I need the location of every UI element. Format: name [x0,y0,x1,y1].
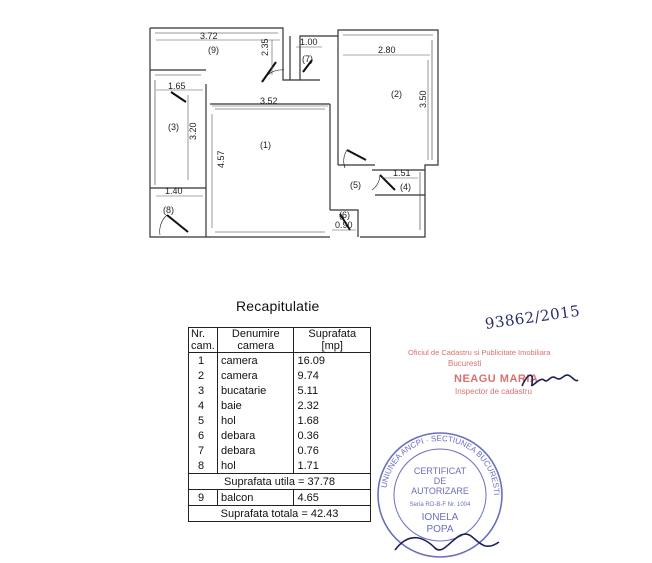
row-area: 1.68 [294,413,371,428]
handwritten-number: 93862/2015 [483,301,582,333]
row-nr: 4 [189,398,218,413]
stamp-ring-text: UNIUNEA ANCPI · SECTIUNEA BUCURESTI [379,433,502,496]
dim-label: 1.65 [168,81,186,91]
col-header-nr: Nr. cam. [189,328,218,353]
dim-label: 3.72 [200,31,218,41]
room-number: (4) [400,182,411,192]
ocpi-name: NEAGU MARIA [454,373,539,385]
grand-total: Suprafata totala = 42.43 [189,506,371,522]
row-nr: 2 [189,368,218,383]
dim-label: 1.51 [393,168,411,178]
ocpi-role: Inspector de cadastru [455,387,532,396]
dim-label: 3.50 [418,90,428,108]
dim-label: 3.52 [260,96,278,106]
useful-total-row [189,474,371,490]
stamp-text: DE [433,476,447,486]
table-row [189,398,371,413]
room-number: (1) [260,140,271,150]
signature [520,368,580,392]
row-name: bucatarie [218,383,294,398]
row-area: 9.74 [294,368,371,383]
stamp-text: Seria RO-B-F Nr. 1004 [409,502,471,508]
table-row [189,413,371,428]
stamp-text: AUTORIZARE [411,486,469,496]
row-nr: 6 [189,428,218,443]
row-name: camera [218,353,294,369]
row-name: balcon [218,490,294,506]
table-row [189,490,371,506]
table-row [189,353,371,369]
room-number: (7) [302,54,313,64]
row-nr: 5 [189,413,218,428]
dim-label: 2.80 [378,45,396,55]
signature [395,534,499,550]
certification-stamp [375,430,505,563]
col-header-area: Suprafata [mp] [294,328,371,353]
recap-title: Recapitulatie [236,298,320,314]
dim-label: 3.20 [188,122,198,140]
room-number: (9) [208,45,219,55]
row-area: 5.11 [294,383,371,398]
row-name: debara [218,428,294,443]
table-row [189,443,371,458]
row-name: camera [218,368,294,383]
room-number: (5) [350,180,361,190]
row-name: baie [218,398,294,413]
row-name: hol [218,458,294,474]
recap-table [188,327,371,522]
col-header-name: Denumire camera [218,328,294,353]
grand-total-row [189,506,371,522]
room-number: (3) [168,122,179,132]
row-area: 4.65 [294,490,371,506]
table-row [189,428,371,443]
table-row [189,383,371,398]
dim-label: 2.35 [260,38,270,56]
dim-label: 0.90 [335,220,353,230]
room-number: (6) [339,210,350,220]
row-area: 0.36 [294,428,371,443]
row-name: debara [218,443,294,458]
dim-label: 1.00 [300,37,318,47]
stamp-text: POPA [426,524,454,535]
row-nr: 8 [189,458,218,474]
table-row [189,458,371,474]
row-nr: 1 [189,353,218,369]
dim-label: 1.40 [165,186,183,196]
room-number: (2) [391,89,402,99]
row-area: 0.76 [294,443,371,458]
row-area: 2.32 [294,398,371,413]
room-number: (8) [163,205,174,215]
stamp-text: CERTIFICAT [413,466,467,476]
table-row [189,368,371,383]
row-area: 16.09 [294,353,371,369]
row-nr: 3 [189,383,218,398]
ocpi-line: Oficiul de Cadastru si Publicitate Imobiliara [408,348,551,357]
dim-label: 4.57 [216,150,226,168]
useful-total: Suprafata utila = 37.78 [189,474,371,490]
row-area: 1.71 [294,458,371,474]
floor-plan [0,0,652,250]
ocpi-line: Bucuresti [448,359,482,368]
stamp-text: IONELA [421,512,459,523]
row-nr: 7 [189,443,218,458]
row-name: hol [218,413,294,428]
row-nr: 9 [189,490,218,506]
